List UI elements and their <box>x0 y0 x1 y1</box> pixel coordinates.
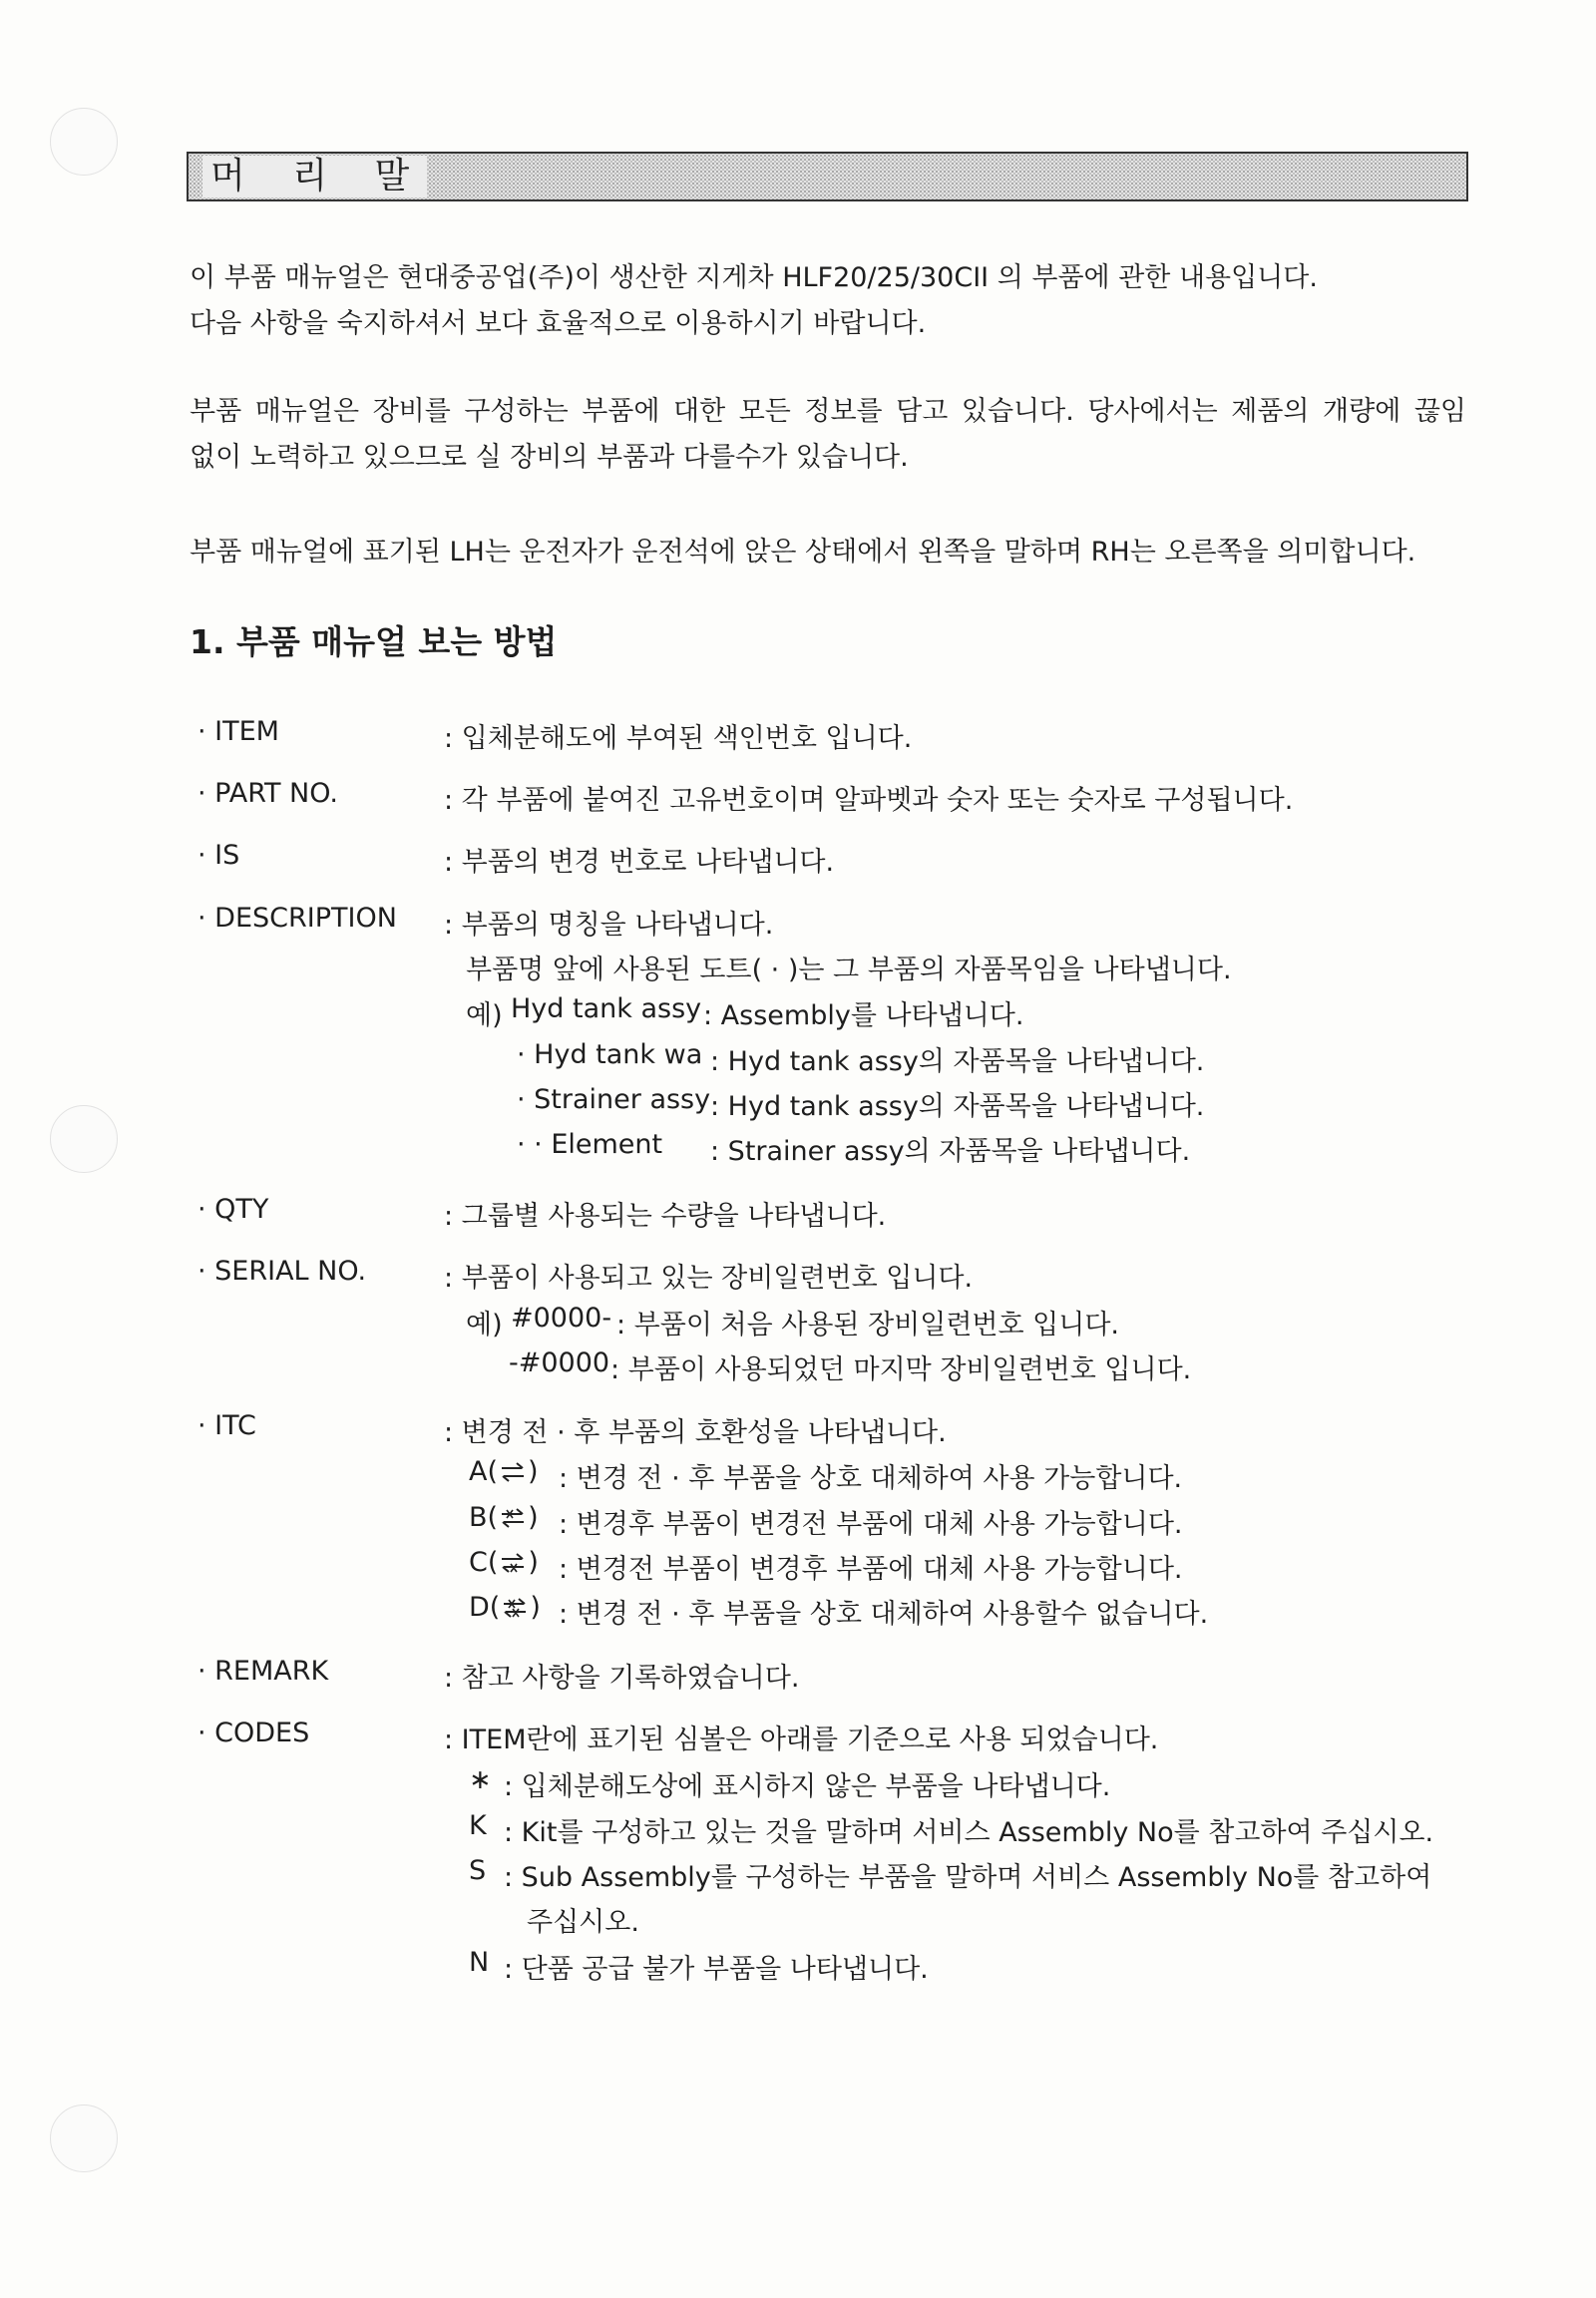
field-label-serial-no: · SERIAL NO. <box>198 1256 367 1287</box>
code-symbol: N <box>469 1947 490 1978</box>
itc-code: A <box>469 1456 488 1487</box>
code-symbol: ∗ <box>469 1764 492 1795</box>
itc-code-row: D( ) <box>469 1592 541 1623</box>
field-label-part-no: · PART NO. <box>198 778 338 809</box>
binder-hole <box>50 1105 118 1173</box>
interchange-old-replaces-new-icon <box>498 1550 528 1576</box>
intro-line: 이 부품 매뉴얼은 현대중공업(주)이 생산한 지게차 HLF20/25/30CII 의 부품에 관한 내용입니다. <box>190 262 1318 293</box>
code-desc: : Sub Assembly를 구성하는 부품을 말하며 서비스 Assembly No를 참고하여 <box>504 1862 1432 1893</box>
example-prefix: 예) <box>466 1310 503 1340</box>
code-desc: 주십시오. <box>527 1907 639 1938</box>
interchange-both-ways-icon <box>498 1459 528 1485</box>
field-desc-description-line: 부품명 앞에 사용된 도트( · )는 그 부품의 자품목임을 나타냅니다. <box>466 955 1232 985</box>
field-desc-description: : 부품의 명칭을 나타냅니다. <box>444 910 774 941</box>
field-label-itc: · ITC <box>198 1410 256 1441</box>
intro-line: 부품 매뉴얼에 표기된 LH는 운전자가 운전석에 앉은 상태에서 왼쪽을 말하며 RH는 오른쪽을 의미합니다. <box>190 537 1416 568</box>
code-desc: : 단품 공급 불가 부품을 나타냅니다. <box>504 1954 929 1985</box>
field-label-codes: · CODES <box>198 1718 310 1748</box>
code-desc: : Kit를 구성하고 있는 것을 말하며 서비스 Assembly No를 참고하여 주십시오. <box>504 1817 1434 1848</box>
intro-line-text: 부품 매뉴얼은 장비를 구성하는 부품에 대한 모든 정보를 담고 있습니다. 당사에서는 제품의 개량에 끊임 <box>190 396 1466 427</box>
itc-code-row: A( ) <box>469 1456 539 1487</box>
example-prefix: 예) <box>466 1000 503 1031</box>
itc-desc: : 변경전 부품이 변경후 부품에 대체 사용 가능합니다. <box>559 1554 1183 1585</box>
interchange-new-replaces-old-icon <box>498 1505 528 1531</box>
binder-hole <box>50 2105 118 2172</box>
intro-line: 없이 노력하고 있으므로 실 장비의 부품과 다를수가 있습니다. <box>190 442 909 473</box>
serial-desc: : 부품이 처음 사용된 장비일련번호 입니다. <box>616 1310 1119 1340</box>
itc-code-row: B( ) <box>469 1502 539 1533</box>
field-label-remark: · REMARK <box>198 1656 329 1687</box>
example-desc: : Strainer assy의 자품목을 나타냅니다. <box>710 1136 1191 1167</box>
field-desc-is: : 부품의 변경 번호로 나타냅니다. <box>444 847 835 878</box>
field-desc-item: : 입체분해도에 부여된 색인번호 입니다. <box>444 723 913 754</box>
intro-line: 다음 사항을 숙지하셔서 보다 효율적으로 이용하시기 바랍니다. <box>190 308 927 339</box>
itc-code: B <box>469 1502 488 1533</box>
example-name: · Strainer assy <box>517 1084 711 1115</box>
example-desc: : Assembly를 나타냅니다. <box>703 1000 1024 1031</box>
field-label-is: · IS <box>198 840 240 871</box>
code-symbol: K <box>469 1810 487 1841</box>
itc-desc: : 변경 전 · 후 부품을 상호 대체하여 사용할수 없습니다. <box>559 1599 1209 1630</box>
field-desc-part-no: : 각 부품에 붙여진 고유번호이며 알파벳과 숫자 또는 숫자로 구성됩니다. <box>444 785 1294 816</box>
itc-desc: : 변경 전 · 후 부품을 상호 대체하여 사용 가능합니다. <box>559 1463 1183 1494</box>
example-name: · Hyd tank wa <box>517 1039 703 1070</box>
example-name: Hyd tank assy <box>511 993 702 1024</box>
field-label-item: · ITEM <box>198 716 279 747</box>
code-desc: : 입체분해도상에 표시하지 않은 부품을 나타냅니다. <box>504 1771 1111 1802</box>
not-interchangeable-icon <box>500 1595 530 1621</box>
field-label-qty: · QTY <box>198 1194 269 1225</box>
serial-code: -#0000 <box>509 1347 610 1378</box>
example-desc: : Hyd tank assy의 자품목을 나타냅니다. <box>710 1046 1205 1077</box>
itc-code: D <box>469 1592 490 1623</box>
serial-code: #0000- <box>511 1303 612 1334</box>
example-desc: : Hyd tank assy의 자품목을 나타냅니다. <box>710 1091 1205 1122</box>
field-desc-itc: : 변경 전 · 후 부품의 호환성을 나타냅니다. <box>444 1417 947 1448</box>
field-desc-qty: : 그룹별 사용되는 수량을 나타냅니다. <box>444 1201 887 1232</box>
field-desc-remark: : 참고 사항을 기록하였습니다. <box>444 1663 800 1694</box>
binder-hole <box>50 108 118 176</box>
itc-code-row: C( ) <box>469 1547 539 1578</box>
field-desc-codes: : ITEM란에 표기된 심볼은 아래를 기준으로 사용 되었습니다. <box>444 1724 1159 1755</box>
header-bar <box>187 152 1468 201</box>
example-name: · · Element <box>517 1129 663 1160</box>
section-heading: 1. 부품 매뉴얼 보는 방법 <box>190 622 558 661</box>
field-desc-serial-no: : 부품이 사용되고 있는 장비일련번호 입니다. <box>444 1263 974 1294</box>
code-symbol: S <box>469 1855 487 1886</box>
serial-desc: : 부품이 사용되었던 마지막 장비일련번호 입니다. <box>610 1354 1192 1385</box>
intro-line <box>190 389 1466 435</box>
field-label-description: · DESCRIPTION <box>198 903 397 934</box>
itc-code: C <box>469 1547 488 1578</box>
itc-desc: : 변경후 부품이 변경전 부품에 대체 사용 가능합니다. <box>559 1509 1183 1540</box>
page-title: 머 리 말 <box>202 156 427 197</box>
